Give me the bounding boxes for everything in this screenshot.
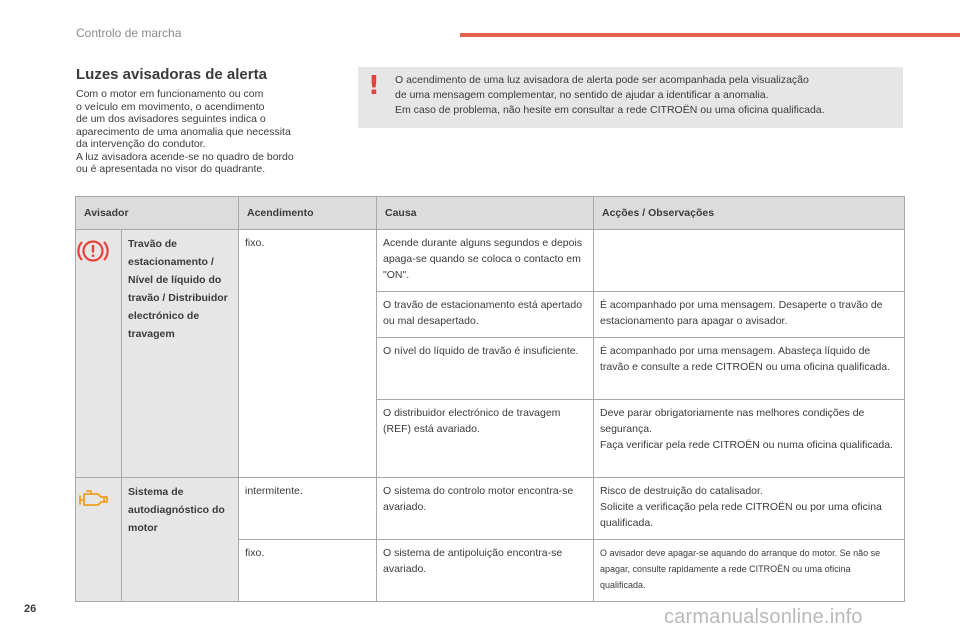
causa-cell — [377, 338, 594, 400]
page-section-title: Controlo de marcha — [76, 26, 182, 40]
watermark: carmanualsonline.info — [664, 606, 863, 628]
accoes-cell — [594, 230, 905, 292]
exclamation-icon: ! — [368, 71, 380, 101]
causa-text: O distribuidor electrónico de travagem (REF) está avariado. — [383, 407, 561, 435]
causa-text: O travão de estacionamento está apertado ou mal desapertado. — [383, 299, 583, 327]
acendimento-cell — [239, 478, 377, 540]
causa-text: O sistema do controlo motor encontra-se avariado. — [383, 485, 574, 513]
causa-text: O sistema de antipoluição encontra-se avariado. — [383, 547, 563, 575]
causa-cell — [377, 540, 594, 602]
accoes-text: É acompanhado por uma mensagem. Abasteça líquido de travão e consulte a rede CITROËN ou uma oficina qualificada. — [600, 345, 891, 373]
acendimento-cell — [239, 540, 377, 602]
table-row — [76, 478, 905, 540]
acendimento-text: fixo. — [245, 547, 265, 559]
acendimento-cell — [239, 230, 377, 478]
warning-lights-table — [75, 196, 905, 602]
column-header-avisador: Avisador — [76, 197, 239, 230]
accoes-text: O avisador deve apagar-se aquando do arranque do motor. Se não se apagar, consulte rapidamente a rede CITROËN ou uma oficina qualificada. — [600, 548, 881, 590]
accoes-cell — [594, 292, 905, 338]
acendimento-text: fixo. — [245, 237, 265, 249]
notice-text: O acendimento de uma luz avisadora de alerta pode ser acompanhada pela visualização de uma mensagem complementar, no sentido de ajudar a identificar a anomalia. Em caso de problema, não hesite em consultar a rede CITROËN ou uma oficina qualificada. — [395, 74, 825, 116]
header-accent-bar — [460, 33, 960, 37]
notice-box — [358, 67, 903, 128]
causa-cell — [377, 400, 594, 478]
acendimento-text: intermitente. — [245, 485, 303, 497]
causa-cell — [377, 230, 594, 292]
table-header-row — [76, 197, 905, 230]
accoes-text: Deve parar obrigatoriamente nas melhores condições de segurança. Faça verificar pela rede CITROËN ou numa oficina qualificada. — [600, 407, 893, 451]
accoes-cell — [594, 540, 905, 602]
warning-name-cell — [122, 478, 239, 602]
column-header-acendimento: Acendimento — [239, 197, 377, 230]
warning-icon-cell — [76, 478, 122, 602]
causa-text: O nível do líquido de travão é insuficiente. — [383, 345, 579, 357]
warning-icon-cell — [76, 230, 122, 478]
page-number: 26 — [24, 603, 37, 615]
accoes-text: Risco de destruição do catalisador. Solicite a verificação pela rede CITROËN ou por uma oficina qualificada. — [600, 485, 882, 529]
engine-check-icon — [76, 486, 110, 512]
warning-name-cell — [122, 230, 239, 478]
causa-cell — [377, 292, 594, 338]
brake-warning-icon — [76, 238, 110, 264]
intro-paragraph: Com o motor em funcionamento ou com o veículo em movimento, o acendimento de um dos avisadores seguintes indica o aparecimento de uma anomalia que necessita da intervenção do condutor. A luz avisadora acende-se no quadro de bordo ou é apresentada no visor do quadrante. — [76, 88, 294, 175]
section-heading: Luzes avisadoras de alerta — [76, 66, 267, 83]
warning-name: Travão de estacionamento / Nível de líquido do travão / Distribuidor electrónico de travagem — [128, 238, 228, 340]
accoes-cell — [594, 478, 905, 540]
accoes-text: É acompanhado por uma mensagem. Desaperte o travão de estacionamento para apagar o avisador. — [600, 299, 883, 327]
causa-cell — [377, 478, 594, 540]
accoes-cell — [594, 400, 905, 478]
warning-name: Sistema de autodiagnóstico do motor — [128, 486, 225, 534]
table-row — [76, 230, 905, 292]
column-header-accoes: Acções / Observações — [594, 197, 905, 230]
accoes-text — [594, 230, 904, 243]
accoes-cell — [594, 338, 905, 400]
causa-text: Acende durante alguns segundos e depois apaga-se quando se coloca o contacto em "ON". — [383, 237, 583, 281]
column-header-causa: Causa — [377, 197, 594, 230]
